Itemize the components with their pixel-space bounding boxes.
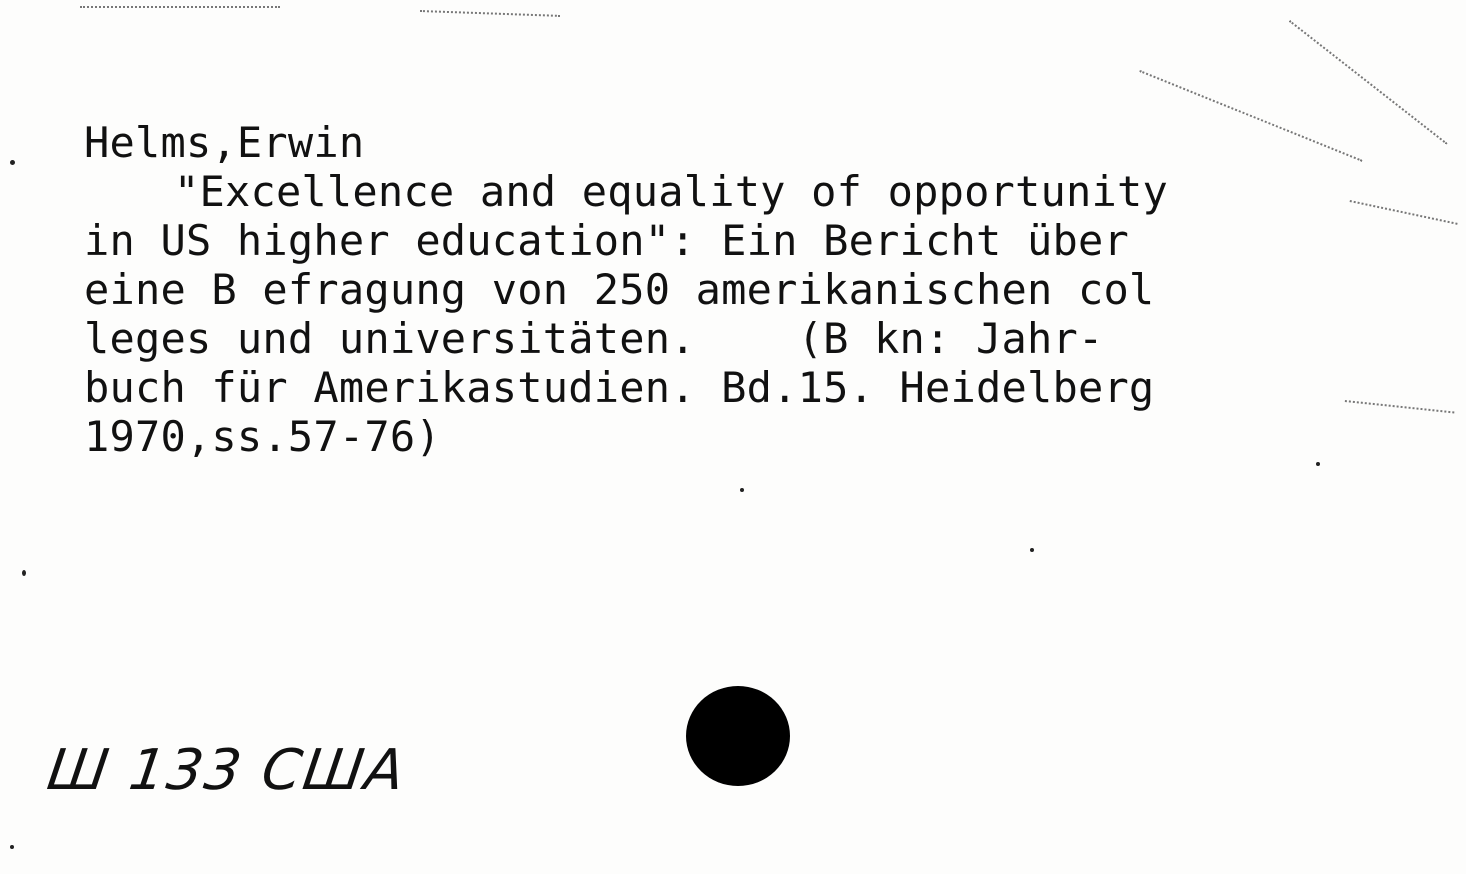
bibliographic-entry — [84, 118, 1354, 461]
paper-crease — [1345, 400, 1455, 414]
paper-speck — [22, 570, 26, 576]
paper-speck — [10, 160, 15, 165]
paper-speck — [10, 845, 14, 849]
paper-speck — [1030, 548, 1034, 552]
paper-speck — [1316, 462, 1320, 466]
punch-hole — [686, 686, 790, 786]
paper-crease — [80, 6, 280, 9]
call-number-handwritten: Ш 133 США — [43, 738, 411, 803]
entry-line: buch für Amerikastudien. Bd.15. Heidelberg — [84, 363, 1155, 412]
entry-line-title: "Excellence and equality of opportunity — [174, 167, 1168, 216]
entry-line: 1970,ss.57-76) — [84, 412, 441, 461]
paper-speck — [740, 488, 744, 492]
entry-line: leges und universitäten. (B kn: Jahr- — [84, 314, 1104, 363]
paper-crease — [420, 10, 560, 18]
entry-line: in US higher education": Ein Bericht über — [84, 216, 1129, 265]
paper-crease — [1349, 200, 1457, 226]
entry-line: eine B efragung von 250 amerikanischen col — [84, 265, 1155, 314]
author-heading: Helms,Erwin — [84, 118, 365, 167]
